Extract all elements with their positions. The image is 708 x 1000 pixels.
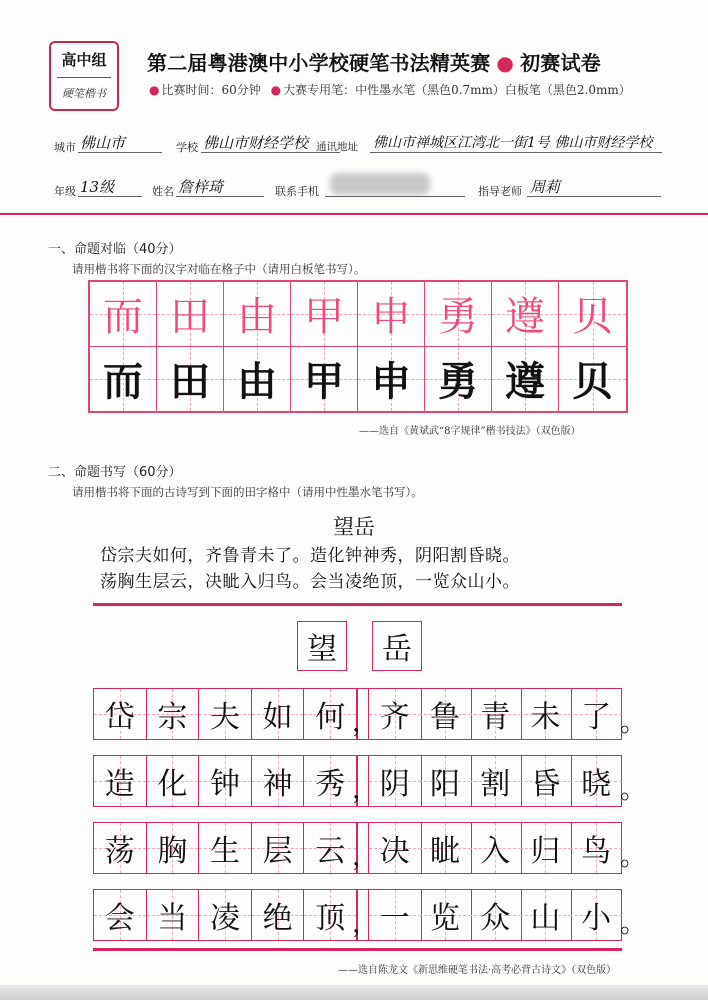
written-char: 遵 bbox=[505, 359, 545, 406]
grid-cell bbox=[199, 756, 252, 806]
written-char: 甲 bbox=[304, 359, 344, 406]
grid-cell bbox=[559, 347, 626, 412]
written-char: 申 bbox=[371, 359, 411, 406]
written-char: 生 bbox=[209, 834, 240, 869]
model-char: 由 bbox=[237, 294, 277, 341]
written-char: 割 bbox=[480, 767, 511, 802]
section1-heading: 一、命题对临（40分） bbox=[48, 242, 182, 257]
grid-cell bbox=[469, 756, 522, 806]
written-char: 造 bbox=[104, 767, 135, 802]
written-char: 勇 bbox=[438, 359, 478, 406]
title-round: 初赛试卷 bbox=[520, 51, 601, 75]
written-char: 了 bbox=[581, 700, 612, 735]
grid-cell bbox=[252, 756, 305, 806]
written-char: 览 bbox=[429, 901, 460, 936]
city-underline bbox=[78, 152, 162, 153]
bullet-icon: ● bbox=[496, 51, 515, 75]
grid-cell bbox=[147, 890, 200, 940]
badge-category: 硬笔楷书 bbox=[62, 87, 106, 100]
written-char: 而 bbox=[103, 359, 143, 406]
written-char: 眦 bbox=[429, 834, 460, 869]
written-char: 山 bbox=[530, 901, 561, 936]
grid-cell bbox=[570, 823, 623, 873]
grid-cell bbox=[559, 282, 626, 347]
grid-cell bbox=[291, 282, 358, 347]
city-value: 佛山市 bbox=[80, 134, 126, 152]
written-char: 众 bbox=[480, 901, 511, 936]
grid-cell bbox=[358, 347, 425, 412]
bullet-icon: ● bbox=[149, 83, 160, 97]
written-char: 绝 bbox=[262, 901, 293, 936]
written-char: 云 bbox=[315, 834, 346, 869]
city-label: 城市 bbox=[54, 141, 76, 154]
model-char: 贝 bbox=[572, 294, 613, 341]
grid-cell bbox=[252, 823, 305, 873]
group-badge bbox=[49, 41, 119, 111]
grid-cell bbox=[425, 282, 492, 347]
model-char: 申 bbox=[371, 294, 411, 341]
written-char: 化 bbox=[157, 767, 188, 802]
written-char: 神 bbox=[262, 767, 293, 802]
grid-cell bbox=[358, 282, 425, 347]
teacher-label: 指导老师 bbox=[478, 185, 522, 198]
written-char: 小 bbox=[581, 901, 612, 936]
title-box bbox=[297, 621, 347, 671]
punctuation-comma: ， bbox=[352, 775, 379, 805]
school-label: 学校 bbox=[176, 141, 198, 154]
phone-underline bbox=[325, 196, 465, 197]
tian-grid-copy bbox=[88, 280, 628, 413]
grid-cell bbox=[157, 282, 224, 347]
written-char: 阴 bbox=[379, 767, 410, 802]
badge-group: 高中组 bbox=[61, 51, 107, 69]
punctuation-period: 。 bbox=[620, 775, 647, 805]
grid-cell bbox=[291, 347, 358, 412]
model-char: 而 bbox=[103, 294, 143, 341]
phone-label: 联系手机 bbox=[275, 185, 319, 198]
grid-cell bbox=[419, 823, 472, 873]
grid-cell bbox=[469, 890, 522, 940]
written-char: 何 bbox=[315, 700, 346, 735]
bullet-icon: ● bbox=[270, 83, 282, 97]
grid-cell bbox=[469, 689, 522, 739]
grid-cell bbox=[304, 823, 357, 873]
punctuation-comma: ， bbox=[352, 708, 379, 738]
grid-cell bbox=[520, 689, 573, 739]
grid-cell bbox=[304, 890, 357, 940]
grid-cell bbox=[147, 823, 200, 873]
name-underline bbox=[176, 196, 264, 197]
grid-cell bbox=[492, 347, 559, 412]
title-char: 岳 bbox=[382, 632, 412, 667]
grid-cell bbox=[304, 756, 357, 806]
model-char: 甲 bbox=[304, 294, 344, 341]
page-title bbox=[147, 47, 601, 76]
poem-line-1: 岱宗夫如何，齐鲁青未了。造化钟神秀，阴阳割昏晓。 bbox=[100, 546, 520, 566]
grid-cell bbox=[419, 756, 472, 806]
written-char: 宗 bbox=[157, 700, 188, 735]
header-divider bbox=[0, 213, 708, 215]
poem-title: 望岳 bbox=[333, 515, 375, 539]
teacher-value: 周莉 bbox=[530, 178, 561, 196]
written-char: 未 bbox=[530, 700, 561, 735]
name-value: 詹梓琦 bbox=[178, 178, 224, 196]
written-char: 齐 bbox=[379, 700, 410, 735]
written-char: 一 bbox=[379, 901, 410, 936]
grid-cell bbox=[520, 823, 573, 873]
written-char: 夫 bbox=[209, 700, 240, 735]
written-char: 当 bbox=[157, 901, 188, 936]
grade-label: 年级 bbox=[54, 185, 76, 198]
section1-instruction: 请用楷书将下面的汉字对临在格子中（请用白板笔书写）。 bbox=[72, 262, 366, 276]
grid-cell bbox=[304, 689, 357, 739]
grid-cell bbox=[199, 823, 252, 873]
scan-edge bbox=[0, 985, 708, 1000]
exam-rules bbox=[149, 81, 631, 98]
writing-area-bottom-bar bbox=[93, 948, 622, 951]
grid-cell bbox=[147, 756, 200, 806]
time-label: 比赛时间：60分钟 bbox=[161, 83, 261, 97]
punctuation-period: 。 bbox=[620, 842, 647, 872]
address-value: 佛山市禅城区江湾北一街1号 佛山市财经学校 bbox=[373, 135, 653, 151]
written-char: 层 bbox=[262, 834, 293, 869]
grid-cell bbox=[157, 347, 224, 412]
written-char: 田 bbox=[170, 359, 210, 406]
grid-cell bbox=[570, 756, 623, 806]
grid-cell bbox=[469, 823, 522, 873]
grid-cell bbox=[224, 282, 291, 347]
grid-cell bbox=[425, 347, 492, 412]
punctuation-comma: ， bbox=[352, 842, 379, 872]
phone-redacted bbox=[330, 173, 430, 195]
badge-divider bbox=[57, 77, 111, 78]
section2-heading: 二、命题书写（60分） bbox=[48, 465, 182, 480]
grid-cell bbox=[520, 756, 573, 806]
grade-underline bbox=[78, 196, 142, 197]
written-char: 顶 bbox=[315, 901, 346, 936]
grid-cell bbox=[199, 890, 252, 940]
written-char: 岱 bbox=[104, 700, 135, 735]
grid-cell bbox=[252, 689, 305, 739]
written-char: 青 bbox=[480, 700, 511, 735]
written-char: 昏 bbox=[530, 767, 561, 802]
title-box bbox=[372, 621, 422, 671]
grid-cell bbox=[94, 689, 147, 739]
grid-cell bbox=[570, 890, 623, 940]
grid-cell bbox=[492, 282, 559, 347]
section2-instruction: 请用楷书将下面的古诗写到下面的田字格中（请用中性墨水笔书写）。 bbox=[72, 485, 423, 499]
written-char: 凌 bbox=[209, 901, 240, 936]
grid-cell bbox=[90, 282, 157, 347]
grid-cell bbox=[90, 347, 157, 412]
grid-cell bbox=[419, 890, 472, 940]
punctuation-comma: ， bbox=[352, 909, 379, 939]
model-char: 遵 bbox=[505, 294, 545, 341]
grid-cell bbox=[570, 689, 623, 739]
written-char: 晓 bbox=[581, 767, 612, 802]
title-char: 望 bbox=[307, 632, 337, 667]
written-char: 贝 bbox=[572, 359, 613, 406]
written-char: 钟 bbox=[209, 767, 240, 802]
written-char: 决 bbox=[379, 834, 410, 869]
title-main: 第二届粤港澳中小学校硬笔书法精英赛 bbox=[147, 51, 491, 75]
grid-cell bbox=[419, 689, 472, 739]
written-char: 鲁 bbox=[429, 700, 460, 735]
grid-cell bbox=[94, 823, 147, 873]
grade-value: 13级 bbox=[80, 178, 115, 196]
written-char: 如 bbox=[262, 700, 293, 735]
name-label: 姓名 bbox=[152, 185, 174, 198]
written-char: 归 bbox=[530, 834, 561, 869]
section1-credit: ——选自《黄斌武“8字规律”楷书技法》（双色版） bbox=[359, 426, 581, 437]
grid-cell bbox=[94, 890, 147, 940]
written-char: 由 bbox=[237, 359, 277, 406]
written-char: 秀 bbox=[315, 767, 346, 802]
punctuation-period: 。 bbox=[620, 708, 647, 738]
grid-cell bbox=[94, 756, 147, 806]
grid-cell bbox=[520, 890, 573, 940]
model-char: 田 bbox=[170, 294, 210, 341]
grid-cell bbox=[147, 689, 200, 739]
grid-cell bbox=[199, 689, 252, 739]
address-label: 通讯地址 bbox=[316, 141, 358, 153]
punctuation-period: 。 bbox=[620, 909, 647, 939]
written-char: 胸 bbox=[157, 834, 188, 869]
pen-label: 大赛专用笔：中性墨水笔（黑色0.7mm）白板笔（黑色2.0mm） bbox=[283, 83, 631, 97]
writing-area-top-bar bbox=[93, 603, 622, 606]
section2-credit: ——选自陈龙文《新思维硬笔书法·高考必背古诗文》（双色版） bbox=[338, 965, 617, 976]
teacher-underline bbox=[527, 196, 661, 197]
written-char: 会 bbox=[104, 901, 135, 936]
school-value: 佛山市财经学校 bbox=[203, 134, 309, 152]
address-underline bbox=[370, 152, 662, 153]
model-char: 勇 bbox=[438, 294, 478, 341]
written-char: 入 bbox=[480, 834, 511, 869]
written-char: 荡 bbox=[104, 834, 135, 869]
poem-line-2: 荡胸生层云，决眦入归鸟。会当凌绝顶，一览众山小。 bbox=[100, 572, 520, 592]
written-char: 阳 bbox=[429, 767, 460, 802]
grid-cell bbox=[224, 347, 291, 412]
grid-cell bbox=[252, 890, 305, 940]
written-char: 鸟 bbox=[581, 834, 612, 869]
